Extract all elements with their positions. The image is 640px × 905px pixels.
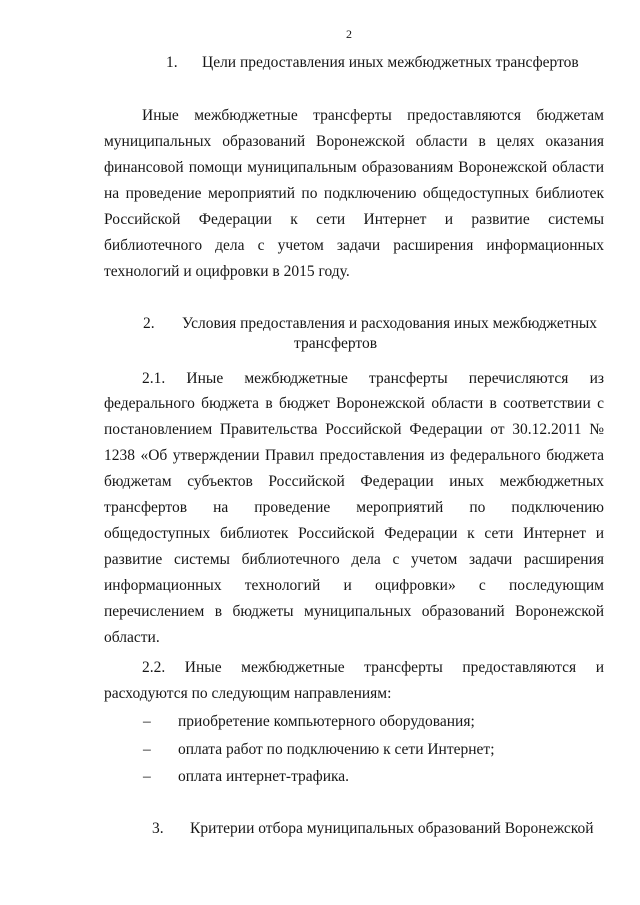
paragraph-2-1-line: области.	[104, 629, 160, 646]
list-bullet: –	[143, 741, 151, 758]
list-bullet: –	[143, 713, 151, 730]
list-bullet: –	[143, 768, 151, 785]
paragraph-2-1-line: 1238 «Об утверждении Правил предоставления из федерального бюджета	[104, 447, 604, 464]
section-2-title-cont: трансфертов	[294, 335, 378, 352]
paragraph-2-1-line: перечислением в бюджеты муниципальных образований Воронежской	[104, 603, 604, 620]
paragraph-2-1-line: постановлением Правительства Российской Федерации от 30.12.2011 №	[104, 421, 604, 438]
paragraph-2-1-line: 2.1. Иные межбюджетные трансферты перечисляются из	[142, 370, 604, 387]
section-1-title: Цели предоставления иных межбюджетных трансфертов	[202, 54, 579, 71]
section-1-line: технологий и оцифровки в 2015 году.	[104, 263, 350, 280]
section-1-line: Российской Федерации к сети Интернет и развитие системы	[104, 211, 604, 228]
paragraph-2-1-line: бюджетам субъектов Российской Федерации иных межбюджетных	[104, 473, 604, 490]
section-1-line: финансовой помощи муниципальным образованиям Воронежской области	[104, 159, 604, 176]
section-1-number: 1.	[166, 54, 178, 71]
paragraph-2-1-line: федерального бюджета в бюджет Воронежской области в соответствии с	[104, 395, 604, 412]
section-1-line: на проведение мероприятий по подключению общедоступных библиотек	[104, 185, 604, 202]
page-number: 2	[346, 27, 352, 41]
list-item: приобретение компьютерного оборудования;	[178, 713, 475, 730]
list-item: оплата интернет-трафика.	[178, 768, 350, 785]
paragraph-2-1-line: развитие системы библиотечного дела с учетом задачи расширения	[104, 551, 604, 568]
section-3-title: Критерии отбора муниципальных образований Воронежской	[190, 820, 594, 837]
list-item: оплата работ по подключению к сети Интернет;	[178, 741, 495, 758]
paragraph-2-2-line: расходуются по следующим направлениям:	[104, 685, 392, 702]
paragraph-2-1-line: общедоступных библиотек Российской Федерации к сети Интернет и	[104, 525, 604, 542]
section-2-title: Условия предоставления и расходования иных межбюджетных	[182, 315, 598, 332]
section-1-line: муниципальных образований Воронежской области в целях оказания	[104, 133, 604, 150]
section-1-line: библиотечного дела с учетом задачи расширения информационных	[104, 237, 604, 254]
section-2-number: 2.	[143, 315, 155, 332]
section-3-number: 3.	[152, 820, 164, 837]
paragraph-2-1-line: информационных технологий и оцифровки» с последующим	[104, 577, 604, 594]
section-1-line: Иные межбюджетные трансферты предоставляются бюджетам	[142, 107, 604, 124]
paragraph-2-2-line: 2.2. Иные межбюджетные трансферты предоставляются и	[142, 659, 604, 676]
paragraph-2-1-line: трансфертов на проведение мероприятий по подключению	[104, 499, 604, 516]
